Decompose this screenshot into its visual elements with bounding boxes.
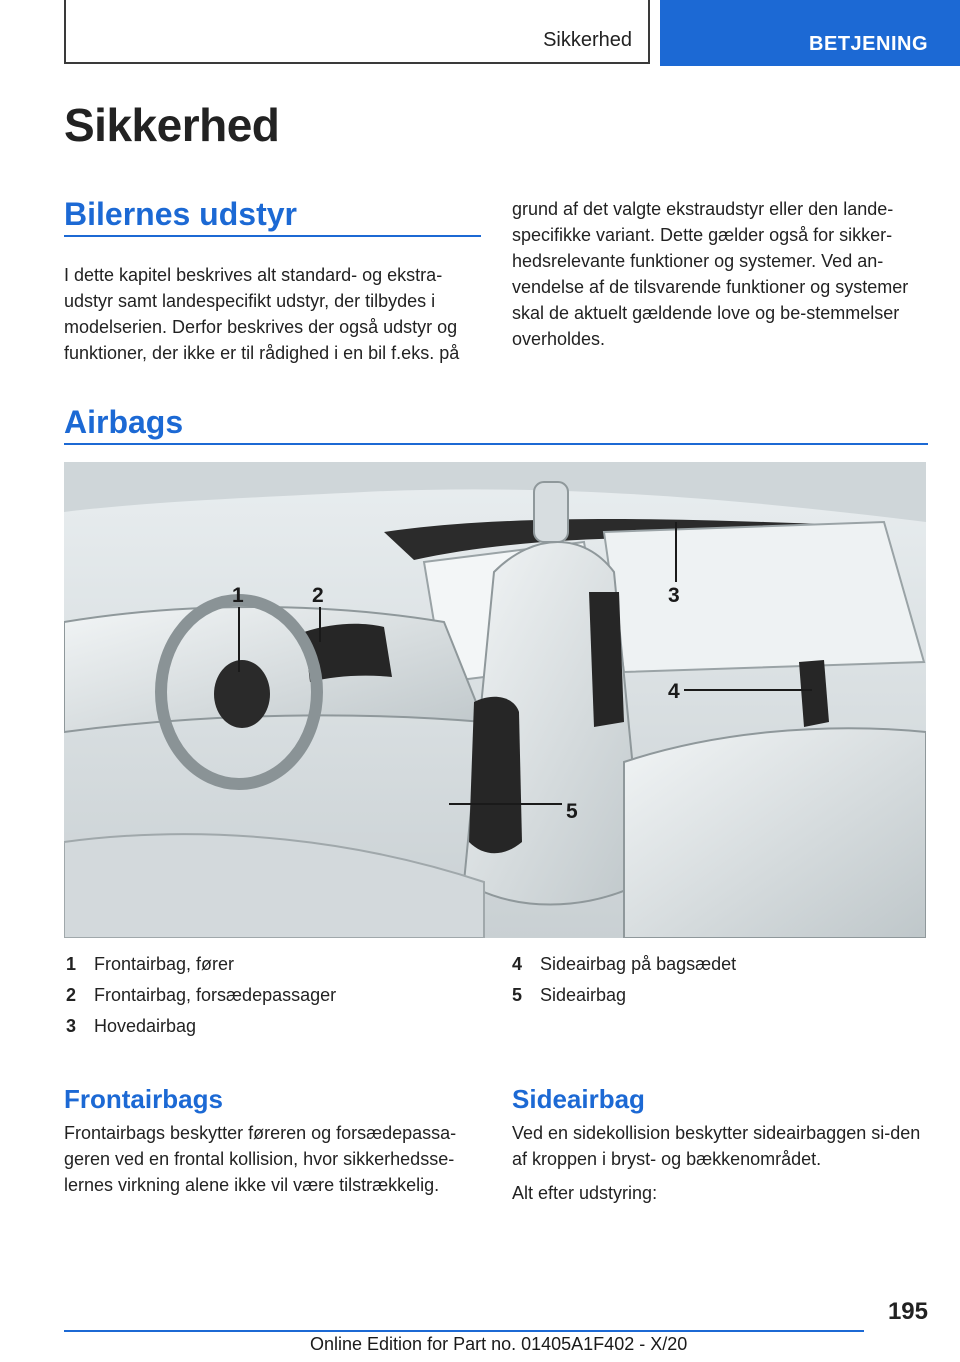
heading-sideairbag: Sideairbag [512, 1084, 645, 1114]
intro-text-left: I dette kapitel beskrives alt standard- og ekstra-udstyr samt landespecifikt udstyr, der tilbydes i modelserien. Derfor beskrives der også udstyr og funktioner, der ikke er til rådighed i en bil f.eks. på [64, 265, 460, 363]
legend-number: 4 [512, 954, 523, 974]
figure-label-3: 3 [668, 584, 680, 607]
page-number: 195 [887, 1298, 928, 1325]
legend-text: Sideairbag på bagsædet [540, 954, 737, 974]
legend-number: 5 [512, 985, 523, 1005]
legend-item-5 [512, 983, 626, 1007]
heading-bilernes-udstyr: Bilernes udstyr [64, 196, 297, 232]
frontairbags-text: Frontairbags beskytter føreren og forsædepassa-geren ved en frontal kollision, hvor sikkerhedsse-lernes virkning alene ikke vil være tilstrækkelig. [64, 1123, 457, 1195]
figure-label-4: 4 [668, 680, 680, 703]
legend-text: Frontairbag, forsædepassager [94, 985, 337, 1005]
footer-rule [64, 1330, 864, 1332]
legend-item-2 [66, 983, 336, 1007]
heading-airbags: Airbags [64, 404, 184, 440]
header-chapter-tab [660, 0, 960, 66]
legend-number: 2 [66, 985, 77, 1005]
heading-rule-airbags [64, 443, 928, 445]
page-title: Sikkerhed [64, 99, 280, 151]
figure-label-2: 2 [312, 584, 324, 607]
intro-text-right: grund af det valgte ekstraudstyr eller den lande-specifikke variant. Dette gælder også for sikker-hedsrelevante funktioner og systemer. Ved an-vendelse af de tilsvarende funktioner og systemer skal de aktuelt gældende love og be-stemmelser overholdes. [512, 199, 909, 349]
heading-rule [64, 235, 481, 237]
figure-label-1: 1 [232, 584, 244, 607]
airbag-illustration [64, 462, 926, 938]
legend-text: Hovedairbag [94, 1016, 197, 1036]
legend-text: Sideairbag [540, 985, 627, 1005]
header-section-box [64, 0, 650, 64]
header-section-title: Sikkerhed [543, 29, 632, 51]
footer-edition-text: Online Edition for Part no. 01405A1F402 - X/20 [310, 1334, 688, 1354]
heading-frontairbags: Frontairbags [64, 1084, 223, 1114]
header-chapter-title: BETJENING [809, 33, 928, 55]
legend-item-3 [66, 1014, 196, 1038]
sideairbag-text: Ved en sidekollision beskytter sideairbaggen si-den af kroppen i bryst- og bækkenområdet. [512, 1123, 921, 1169]
legend-item-4 [512, 952, 736, 976]
legend-number: 1 [66, 954, 77, 974]
legend-number: 3 [66, 1016, 77, 1036]
sideairbag-text-2: Alt efter udstyring: [512, 1183, 658, 1203]
legend-text: Frontairbag, fører [94, 954, 235, 974]
car-interior-drawing [64, 462, 926, 938]
figure-label-5: 5 [566, 800, 578, 823]
legend-item-1 [66, 952, 234, 976]
